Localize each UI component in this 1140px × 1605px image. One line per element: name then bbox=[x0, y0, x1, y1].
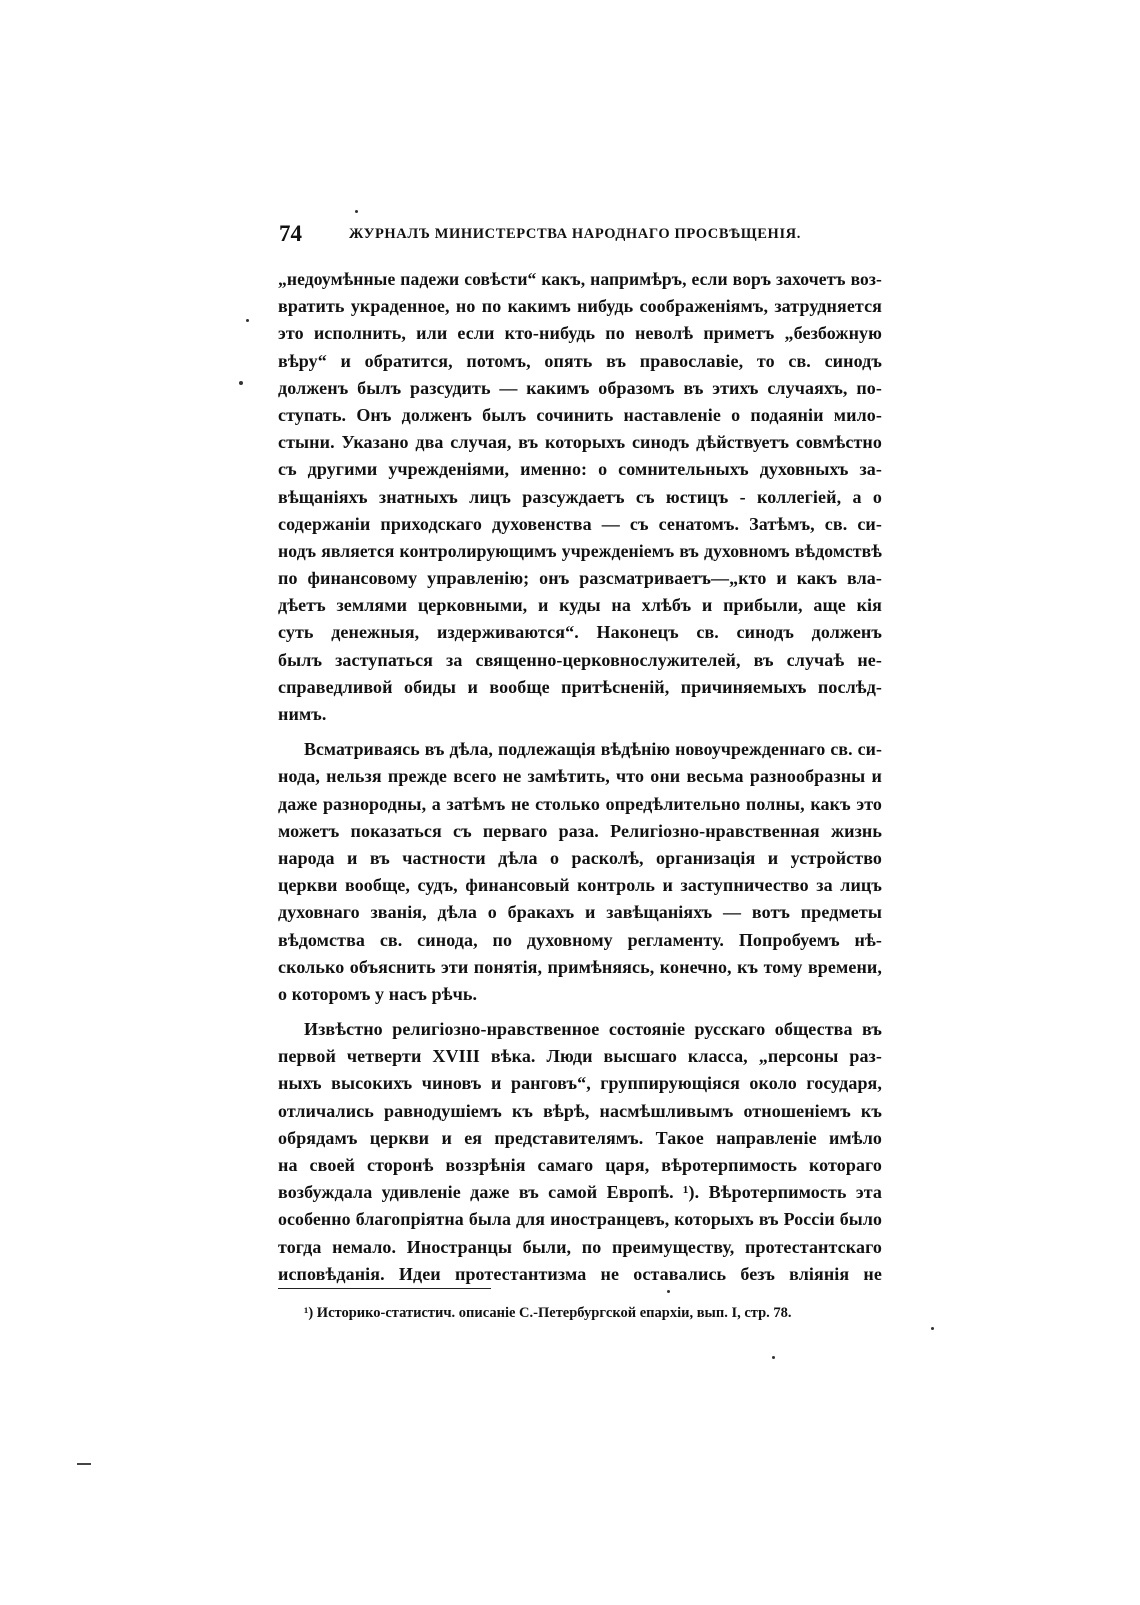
scan-speck bbox=[667, 1290, 670, 1293]
text-line: долженъ былъ разсудить — какимъ образомъ въ этихъ случаяхъ, по- bbox=[278, 377, 882, 398]
text-line: обрядамъ церкви и ея представителямъ. Такое направленіе имѣло bbox=[278, 1127, 882, 1148]
text-line: ныхъ высокихъ чиновъ и ранговъ“, группирующіяся около государя, bbox=[278, 1073, 882, 1094]
text-line: нода, нельзя прежде всего не замѣтить, что они весьма разнообразны и bbox=[278, 766, 882, 787]
text-line: былъ заступаться за священно-церковнослужителей, въ случаѣ не- bbox=[278, 649, 882, 670]
text-line: вратить украденное, но по какимъ нибудь соображеніямъ, затрудняется bbox=[278, 296, 882, 317]
scan-speck bbox=[355, 210, 358, 213]
text-line: народа и въ частности дѣла о расколѣ, организація и устройство bbox=[278, 847, 882, 868]
text-line: нодъ является контролирующимъ учрежденіемъ въ духовномъ вѣдомствѣ bbox=[278, 540, 882, 561]
text-line: духовнаго званія, дѣла о бракахъ и завѣщаніяхъ — вотъ предметы bbox=[278, 902, 882, 923]
footnote: ¹) Историко-статистич. описаніе С.-Петербургской епархіи, вып. I, стр. 78. bbox=[304, 1305, 792, 1321]
text-line: вѣру“ и обратится, потомъ, опять въ православіе, то св. синодъ bbox=[278, 350, 882, 371]
text-line: даже разнородны, а затѣмъ не столько опредѣлительно полны, какъ это bbox=[278, 793, 882, 814]
paragraph bbox=[278, 1016, 882, 1288]
footnote-divider bbox=[278, 1288, 491, 1289]
text-line: особенно благопріятна была для иностранцевъ, которыхъ въ Россіи было bbox=[278, 1209, 882, 1230]
text-line: съ другими учрежденіями, именно: о сомнительныхъ духовныхъ за- bbox=[278, 459, 882, 480]
scan-speck bbox=[239, 381, 243, 385]
running-title: ЖУРНАЛЪ МИНИСТЕРСТВА НАРОДНАГО ПРОСВѢЩЕНІЯ. bbox=[349, 226, 801, 242]
scan-speck bbox=[246, 319, 249, 322]
text-line: нимъ. bbox=[278, 704, 327, 724]
text-line: по финансовому управленію; онъ разсматриваетъ—„кто и какъ вла- bbox=[278, 568, 882, 589]
text-line: возбуждала удивленіе даже въ самой Европѣ. ¹). Вѣротерпимость эта bbox=[278, 1182, 882, 1203]
text-line: тогда немало. Иностранцы были, по преимуществу, протестантскаго bbox=[278, 1236, 882, 1257]
paragraph bbox=[278, 736, 882, 1008]
text-line: Извѣстно религіозно-нравственное состояніе русскаго общества въ bbox=[304, 1019, 882, 1040]
text-line: первой четверти XVIII вѣка. Люди высшаго класса, „персоны раз- bbox=[278, 1046, 882, 1067]
margin-mark bbox=[77, 1463, 91, 1465]
text-line: содержаніи приходскаго духовенства — съ сенатомъ. Затѣмъ, св. си- bbox=[278, 513, 882, 534]
text-line: справедливой обиды и вообще притѣсненій, причиняемыхъ послѣд- bbox=[278, 676, 882, 697]
scan-speck bbox=[931, 1327, 934, 1330]
body-text bbox=[278, 266, 882, 1288]
text-line: можетъ показаться съ перваго раза. Религіозно-нравственная жизнь bbox=[278, 820, 882, 841]
text-line: дѣетъ землями церковными, и куды на хлѣбъ и прибыли, аще кія bbox=[278, 595, 882, 616]
text-line: стыни. Указано два случая, въ которыхъ синодъ дѣйствуетъ совмѣстно bbox=[278, 432, 882, 453]
page-number: 74 bbox=[279, 221, 302, 246]
page-header bbox=[279, 219, 879, 249]
text-line: это исполнить, или если кто-нибудь по неволѣ приметъ „безбожную bbox=[278, 323, 882, 344]
text-line: отличались равнодушіемъ къ вѣрѣ, насмѣшливымъ отношеніемъ къ bbox=[278, 1100, 882, 1121]
text-line: исповѣданія. Идеи протестантизма не оставались безъ вліянія не bbox=[278, 1263, 882, 1284]
scan-speck bbox=[772, 1356, 775, 1359]
text-line: сколько объяснить эти понятія, примѣняясь, конечно, къ тому времени, bbox=[278, 956, 882, 977]
text-line: вѣщаніяхъ знатныхъ лицъ разсуждаетъ съ юстицъ - коллегіей, а о bbox=[278, 486, 882, 507]
text-line: ступать. Онъ долженъ былъ сочинить наставленіе о подаяніи мило- bbox=[278, 404, 882, 425]
text-line: „недоумѣнные падежи совѣсти“ какъ, напримѣръ, если воръ захочетъ воз- bbox=[278, 269, 882, 289]
text-line: вѣдомства св. синода, по духовному регламенту. Попробуемъ нѣ- bbox=[278, 929, 882, 950]
text-line: суть денежныя, издерживаются“. Наконецъ св. синодъ долженъ bbox=[278, 622, 882, 643]
text-line: на своей сторонѣ воззрѣнія самаго царя, вѣротерпимость котораго bbox=[278, 1155, 882, 1175]
text-line: о которомъ у насъ рѣчь. bbox=[278, 983, 478, 1004]
text-line: Всматриваясь въ дѣла, подлежащія вѣдѣнію новоучрежденнаго св. си- bbox=[304, 739, 882, 760]
text-line: церкви вообще, судъ, финансовый контроль и заступничество за лицъ bbox=[278, 875, 882, 896]
paragraph bbox=[278, 266, 882, 728]
